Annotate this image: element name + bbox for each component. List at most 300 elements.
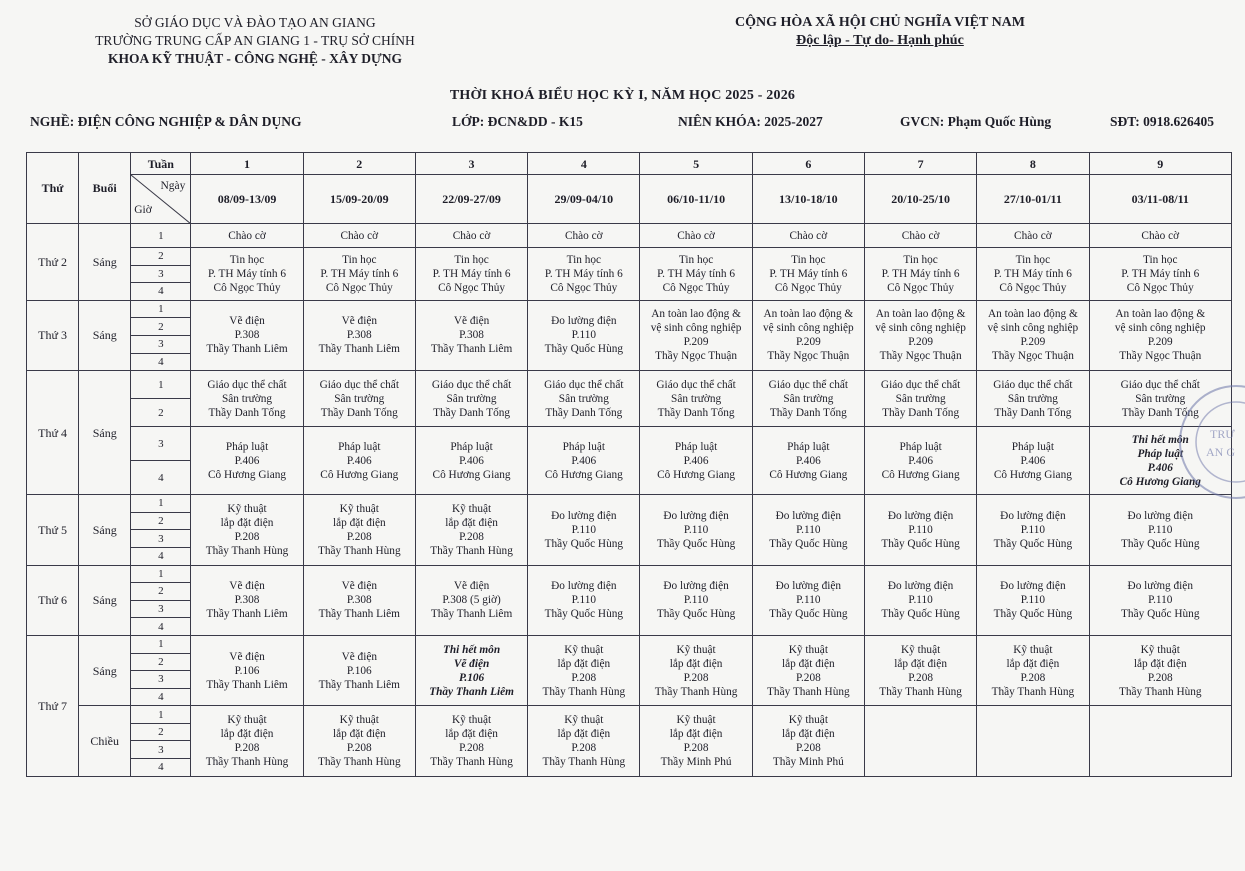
class-line: Kỹ thuật <box>676 643 716 656</box>
class-cell <box>640 427 752 495</box>
session-label: Sáng <box>79 565 131 635</box>
class-cell <box>528 371 640 427</box>
class-line: Thầy Quốc Hùng <box>544 343 624 356</box>
class-cell <box>864 248 976 301</box>
class-line: P.110 <box>796 594 821 607</box>
class-line: Cô Ngọc Thủy <box>774 281 842 294</box>
week-date-range: 20/10-25/10 <box>864 175 976 224</box>
class-cell <box>528 565 640 635</box>
period-number: 4 <box>131 283 191 301</box>
class-line: Tin học <box>229 253 265 266</box>
class-cell <box>1089 565 1231 635</box>
week-date-range: 22/09-27/09 <box>415 175 527 224</box>
class-line: Cô Hương Giang <box>657 468 736 481</box>
week-number: 1 <box>191 153 303 175</box>
class-cell <box>864 495 976 565</box>
flag-ceremony-cell: Chào cờ <box>640 224 752 248</box>
class-cell <box>752 300 864 370</box>
class-cell <box>303 565 415 635</box>
class-line: Thầy Thanh Hùng <box>205 544 289 557</box>
session-label: Sáng <box>79 635 131 705</box>
period-number: 4 <box>131 547 191 565</box>
class-cell <box>864 427 976 495</box>
class-line: Tin học <box>342 253 377 266</box>
class-line: Sân trường <box>446 392 497 405</box>
day-label: Thứ 3 <box>27 300 79 370</box>
class-line: Vẽ điện <box>453 580 490 593</box>
info-major: NGHỀ: ĐIỆN CÔNG NGHIỆP & DÂN DỤNG <box>30 114 302 129</box>
class-line: An toàn lao động & <box>651 308 741 321</box>
day-label: Thứ 5 <box>27 495 79 565</box>
class-line: P.406 <box>683 454 709 467</box>
class-cell <box>191 248 303 301</box>
class-cell <box>528 706 640 776</box>
period-number: 1 <box>131 371 191 399</box>
class-line: lắp đặt điện <box>782 657 835 670</box>
class-line: P.308 <box>346 329 372 342</box>
info-phone: SĐT: 0918.626405 <box>1110 114 1215 129</box>
class-line: P.406 <box>908 454 934 467</box>
class-line: P.209 <box>1147 336 1173 349</box>
class-line: Kỹ thuật <box>451 713 492 726</box>
class-cell <box>977 495 1089 565</box>
class-line: Thầy Thanh Liêm <box>206 343 288 356</box>
class-cell <box>977 248 1089 301</box>
class-line: Giáo dục thể chất <box>431 378 512 391</box>
class-cell <box>977 635 1089 705</box>
class-line: lắp đặt điện <box>220 727 274 740</box>
class-line: Kỹ thuật <box>339 713 379 726</box>
class-cell <box>191 495 303 565</box>
col-header-session: Buổi <box>79 153 131 224</box>
col-header-period: Giờ <box>134 204 152 216</box>
class-line: Pháp luật <box>225 440 269 453</box>
class-line: vệ sinh công nghiệp <box>1114 322 1206 335</box>
class-line: P. TH Máy tính 6 <box>769 267 848 280</box>
class-line: Tin học <box>1015 253 1051 266</box>
class-line: Thầy Danh Tống <box>882 406 960 419</box>
class-cell <box>640 565 752 635</box>
week-date-range: 29/09-04/10 <box>528 175 640 224</box>
period-number: 2 <box>131 653 191 671</box>
class-line: Kỹ thuật <box>788 643 828 656</box>
period-number: 2 <box>131 512 191 530</box>
class-line: Pháp luật <box>338 440 381 453</box>
class-line: P.308 <box>234 329 260 342</box>
class-line: Kỹ thuật <box>676 713 716 726</box>
class-line: Tin học <box>678 253 714 266</box>
class-cell <box>303 706 415 776</box>
class-line: Sân trường <box>1007 392 1058 405</box>
class-cell <box>303 300 415 370</box>
week-number: 7 <box>864 153 976 175</box>
class-line: Giáo dục thể chất <box>656 378 736 391</box>
period-number: 1 <box>131 495 191 513</box>
day-label: Thứ 2 <box>27 224 79 301</box>
period-number: 4 <box>131 618 191 636</box>
class-line: P.308 (5 giờ) <box>442 594 501 607</box>
class-line: vệ sinh công nghiệp <box>763 322 854 335</box>
svg-text:AN G: AN G <box>1206 445 1235 459</box>
period-number: 2 <box>131 318 191 336</box>
day-label: Thứ 6 <box>27 565 79 635</box>
class-line: Cô Ngọc Thủy <box>887 281 955 294</box>
class-line: P.209 <box>795 336 821 349</box>
period-number: 3 <box>131 671 191 689</box>
class-cell <box>752 706 864 776</box>
class-line: Thầy Thanh Hùng <box>767 685 850 698</box>
period-number: 1 <box>131 635 191 653</box>
class-line: lắp đặt điện <box>220 516 274 529</box>
class-line: Cô Ngọc Thủy <box>662 281 730 294</box>
day-label: Thứ 4 <box>27 371 79 495</box>
class-line: Thầy Thanh Hùng <box>205 755 289 768</box>
class-line: Giáo dục thể chất <box>768 378 849 391</box>
class-cell <box>415 427 527 495</box>
class-line: Vẽ điện <box>341 315 378 328</box>
week-date-range: 08/09-13/09 <box>191 175 303 224</box>
class-cell <box>303 371 415 427</box>
class-line: lắp đặt điện <box>332 516 386 529</box>
class-line: lắp đặt điện <box>445 727 498 740</box>
class-line: lắp đặt điện <box>1006 657 1060 670</box>
week-date-range: 06/10-11/10 <box>640 175 752 224</box>
class-line: Cô Ngọc Thủy <box>325 281 393 294</box>
class-line: Đo lường điện <box>887 580 954 593</box>
class-cell <box>415 300 527 370</box>
class-line: Tin học <box>903 253 938 266</box>
period-number: 4 <box>131 461 191 495</box>
class-line: Thầy Ngọc Thuận <box>1119 350 1202 363</box>
class-line: vệ sinh công nghiệp <box>650 322 742 335</box>
class-cell <box>864 371 976 427</box>
class-line: Vẽ điện <box>341 580 378 593</box>
class-line: P.110 <box>571 523 597 536</box>
class-line: P. TH Máy tính 6 <box>881 267 960 280</box>
class-line: P.110 <box>683 594 709 607</box>
day-label: Thứ 7 <box>27 635 79 776</box>
class-line: Sân trường <box>671 392 722 405</box>
class-cell <box>864 300 976 370</box>
class-line: Thầy Danh Tống <box>433 406 511 419</box>
school-name: TRƯỜNG TRUNG CẤP AN GIANG 1 - TRỤ SỞ CHÍNH <box>95 33 415 48</box>
class-cell <box>640 300 752 370</box>
class-line: Thầy Danh Tống <box>1121 406 1199 419</box>
national-header <box>720 14 1040 50</box>
class-line: Tin học <box>454 253 489 266</box>
class-line: P.106 <box>458 671 485 684</box>
class-line: P.208 <box>683 671 709 684</box>
week-number: 6 <box>752 153 864 175</box>
class-line: Thầy Danh Tống <box>994 406 1072 419</box>
class-line: Thầy Minh Phú <box>660 755 732 768</box>
date-period-diagonal-header <box>131 175 191 224</box>
class-line: Thầy Quốc Hùng <box>881 537 960 550</box>
class-line: P.406 <box>1147 461 1173 474</box>
class-line: Đo lường điện <box>1127 580 1193 593</box>
flag-ceremony-cell: Chào cờ <box>1089 224 1231 248</box>
class-line: P.208 <box>1147 671 1173 684</box>
class-line: Giáo dục thể chất <box>319 378 399 391</box>
class-line: Thầy Ngọc Thuận <box>879 350 962 363</box>
period-number: 3 <box>131 335 191 353</box>
class-line: Đo lường điện <box>663 580 729 593</box>
class-line: Cô Ngọc Thủy <box>550 281 618 294</box>
class-line: P.110 <box>683 523 709 536</box>
class-cell <box>752 565 864 635</box>
week-date-range: 15/09-20/09 <box>303 175 415 224</box>
class-line: P.110 <box>1020 523 1046 536</box>
class-line: An toàn lao động & <box>1115 308 1206 321</box>
class-line: Đo lường điện <box>1000 580 1066 593</box>
class-cell <box>303 635 415 705</box>
class-cell <box>1089 706 1231 776</box>
class-line: Kỹ thuật <box>227 713 267 726</box>
class-line: P.209 <box>683 336 709 349</box>
class-cell <box>191 635 303 705</box>
class-line: Thầy Thanh Hùng <box>1118 685 1202 698</box>
week-number: 8 <box>977 153 1089 175</box>
class-line: Tin học <box>1143 253 1178 266</box>
country-name: CỘNG HÒA XÃ HỘI CHỦ NGHĨA VIỆT NAM <box>734 15 1025 30</box>
class-line: P.208 <box>1020 671 1046 684</box>
class-line: Pháp luật <box>450 440 493 453</box>
class-line: Thầy Thanh Hùng <box>542 755 626 768</box>
class-line: P.110 <box>1148 594 1173 607</box>
period-number: 2 <box>131 723 191 741</box>
class-cell <box>415 495 527 565</box>
flag-ceremony-cell: Chào cờ <box>191 224 303 248</box>
class-line: Thầy Quốc Hùng <box>993 608 1073 621</box>
class-line: Thầy Thanh Hùng <box>430 544 513 557</box>
class-line: Thầy Quốc Hùng <box>993 537 1073 550</box>
class-line: P. TH Máy tính 6 <box>208 267 286 280</box>
class-cell <box>864 706 976 776</box>
class-cell <box>191 300 303 370</box>
class-line: Vẽ điện <box>453 315 490 328</box>
class-cell <box>752 635 864 705</box>
col-header-date: Ngày <box>160 180 186 192</box>
class-line: Thầy Quốc Hùng <box>656 537 736 550</box>
class-line: Thầy Quốc Hùng <box>881 608 960 621</box>
class-line: Thầy Danh Tống <box>769 406 847 419</box>
class-line: Thầy Quốc Hùng <box>769 537 848 550</box>
class-line: P.208 <box>346 741 372 754</box>
class-line: P.110 <box>908 594 933 607</box>
class-line: lắp đặt điện <box>669 657 723 670</box>
class-line: Vẽ điện <box>453 657 490 670</box>
school-seal <box>1176 382 1245 502</box>
flag-ceremony-cell: Chào cờ <box>977 224 1089 248</box>
class-line: Kỹ thuật <box>788 713 828 726</box>
class-line: Thầy Thanh Hùng <box>317 544 401 557</box>
week-number: 9 <box>1089 153 1231 175</box>
class-line: Cô Ngọc Thủy <box>1126 281 1194 294</box>
class-line: Kỹ thuật <box>564 713 604 726</box>
class-line: Cô Hương Giang <box>208 468 287 481</box>
class-line: P.406 <box>459 454 484 467</box>
class-line: Giáo dục thể chất <box>993 378 1073 391</box>
class-line: Thầy Minh Phú <box>772 755 844 768</box>
class-line: Cô Hương Giang <box>320 468 399 481</box>
class-line: Đo lường điện <box>887 509 954 522</box>
class-line: P.110 <box>796 523 821 536</box>
class-line: Kỹ thuật <box>1013 643 1053 656</box>
week-date-range: 03/11-08/11 <box>1089 175 1231 224</box>
class-cell <box>640 635 752 705</box>
class-line: Đo lường điện <box>1000 509 1066 522</box>
class-line: Cô Ngọc Thủy <box>999 281 1067 294</box>
class-line: lắp đặt điện <box>332 727 386 740</box>
class-line: Cô Hương Giang <box>544 468 623 481</box>
class-line: Thầy Danh Tống <box>320 406 398 419</box>
col-header-week: Tuần <box>131 153 191 175</box>
flag-ceremony-cell: Chào cờ <box>415 224 527 248</box>
class-line: P.208 <box>908 671 934 684</box>
class-cell <box>303 427 415 495</box>
class-line: P.208 <box>234 741 260 754</box>
class-cell <box>977 565 1089 635</box>
class-line: Thầy Quốc Hùng <box>656 608 736 621</box>
class-line: Vẽ điện <box>229 650 265 663</box>
class-line: Kỹ thuật <box>901 643 941 656</box>
class-cell <box>415 371 527 427</box>
class-line: Giáo dục thể chất <box>880 378 961 391</box>
class-line: Pháp luật <box>787 440 830 453</box>
class-line: P.106 <box>234 664 260 677</box>
class-line: Đo lường điện <box>551 580 617 593</box>
class-cell <box>191 427 303 495</box>
class-line: lắp đặt điện <box>782 727 835 740</box>
class-line: An toàn lao động & <box>763 308 854 321</box>
class-cell <box>415 635 527 705</box>
class-line: Thầy Thanh Liêm <box>430 608 513 621</box>
class-line: Thầy Thanh Hùng <box>430 755 513 768</box>
class-line: Tin học <box>791 253 826 266</box>
class-line: Đo lường điện <box>663 509 729 522</box>
class-line: Thầy Danh Tống <box>208 406 286 419</box>
class-line: Vẽ điện <box>229 580 265 593</box>
class-line: Thầy Quốc Hùng <box>544 537 624 550</box>
period-number: 3 <box>131 265 191 283</box>
class-line: Kỹ thuật <box>1140 643 1180 656</box>
class-line: Cô Ngọc Thủy <box>213 281 281 294</box>
class-line: Thầy Quốc Hùng <box>769 608 848 621</box>
class-cell <box>864 635 976 705</box>
class-line: P.208 <box>234 530 260 543</box>
class-line: Cô Hương Giang <box>432 468 511 481</box>
svg-text:TRƯ: TRƯ <box>1210 427 1235 441</box>
class-line: P.209 <box>1020 336 1046 349</box>
session-label: Sáng <box>79 224 131 301</box>
class-line: P. TH Máy tính 6 <box>993 267 1072 280</box>
class-line: P.110 <box>1020 594 1046 607</box>
class-line: Thầy Thanh Hùng <box>879 685 962 698</box>
flag-ceremony-cell: Chào cờ <box>864 224 976 248</box>
class-line: P.208 <box>683 741 709 754</box>
class-line: Đo lường điện <box>551 315 617 328</box>
class-line: Pháp luật <box>899 440 942 453</box>
class-line: P.406 <box>571 454 597 467</box>
class-line: Sân trường <box>221 392 273 405</box>
class-line: P.308 <box>234 594 260 607</box>
class-cell <box>1089 495 1231 565</box>
class-line: lắp đặt điện <box>445 516 498 529</box>
session-label: Sáng <box>79 495 131 565</box>
class-line: lắp đặt điện <box>894 657 947 670</box>
class-line: Cô Ngọc Thủy <box>438 281 506 294</box>
class-line: Tin học <box>566 253 602 266</box>
class-line: P. TH Máy tính 6 <box>432 267 511 280</box>
class-line: An toàn lao động & <box>988 308 1078 321</box>
class-line: Thầy Thanh Liêm <box>318 678 400 691</box>
class-cell <box>977 300 1089 370</box>
class-line: vệ sinh công nghiệp <box>987 322 1079 335</box>
class-line: Thầy Ngọc Thuận <box>767 350 850 363</box>
period-number: 4 <box>131 688 191 706</box>
class-line: Pháp luật <box>1011 440 1055 453</box>
class-line: P.208 <box>571 741 597 754</box>
class-line: Kỹ thuật <box>227 502 267 515</box>
period-number: 1 <box>131 706 191 724</box>
class-line: Thầy Thanh Hùng <box>542 685 626 698</box>
period-number: 3 <box>131 530 191 548</box>
class-line: Thầy Ngọc Thuận <box>991 350 1074 363</box>
class-line: P.208 <box>795 741 821 754</box>
session-label: Sáng <box>79 300 131 370</box>
timetable-title: THỜI KHOÁ BIỂU HỌC KỲ I, NĂM HỌC 2025 - 2026 <box>449 88 796 103</box>
flag-ceremony-cell: Chào cờ <box>752 224 864 248</box>
class-line: P.208 <box>346 530 372 543</box>
class-line: P.308 <box>459 329 484 342</box>
class-line: lắp đặt điện <box>557 657 611 670</box>
class-line: Kỹ thuật <box>451 502 492 515</box>
class-line: Thầy Thanh Liêm <box>206 608 288 621</box>
class-cell <box>528 427 640 495</box>
class-cell <box>640 706 752 776</box>
class-line: Giáo dục thể chất <box>207 378 287 391</box>
class-line: P.406 <box>1020 454 1046 467</box>
class-cell <box>977 371 1089 427</box>
class-cell <box>752 371 864 427</box>
class-line: P.308 <box>346 594 372 607</box>
class-line: P. TH Máy tính 6 <box>1121 267 1200 280</box>
week-number: 2 <box>303 153 415 175</box>
country-motto: Độc lập - Tự do- Hạnh phúc <box>796 33 964 48</box>
class-cell <box>977 706 1089 776</box>
class-line: P.406 <box>795 454 821 467</box>
week-date-range: 27/10-01/11 <box>977 175 1089 224</box>
class-line: P.110 <box>908 523 933 536</box>
class-line: Cô Hương Giang <box>993 468 1072 481</box>
period-number: 1 <box>131 300 191 318</box>
class-cell <box>977 427 1089 495</box>
class-line: Thầy Thanh Hùng <box>654 685 738 698</box>
info-course-years: NIÊN KHÓA: 2025-2027 <box>678 114 823 129</box>
class-line: P. TH Máy tính 6 <box>544 267 623 280</box>
class-line: Thầy Thanh Liêm <box>429 685 514 698</box>
class-line: Pháp luật <box>562 440 605 453</box>
class-line: Thầy Quốc Hùng <box>1121 537 1200 550</box>
class-line: Thi hết môn <box>1131 433 1189 446</box>
class-cell <box>528 300 640 370</box>
class-line: P. TH Máy tính 6 <box>657 267 736 280</box>
class-cell <box>752 495 864 565</box>
class-line: Thầy Thanh Hùng <box>317 755 401 768</box>
class-line: vệ sinh công nghiệp <box>875 322 966 335</box>
week-number: 3 <box>415 153 527 175</box>
class-line: P.110 <box>571 594 597 607</box>
